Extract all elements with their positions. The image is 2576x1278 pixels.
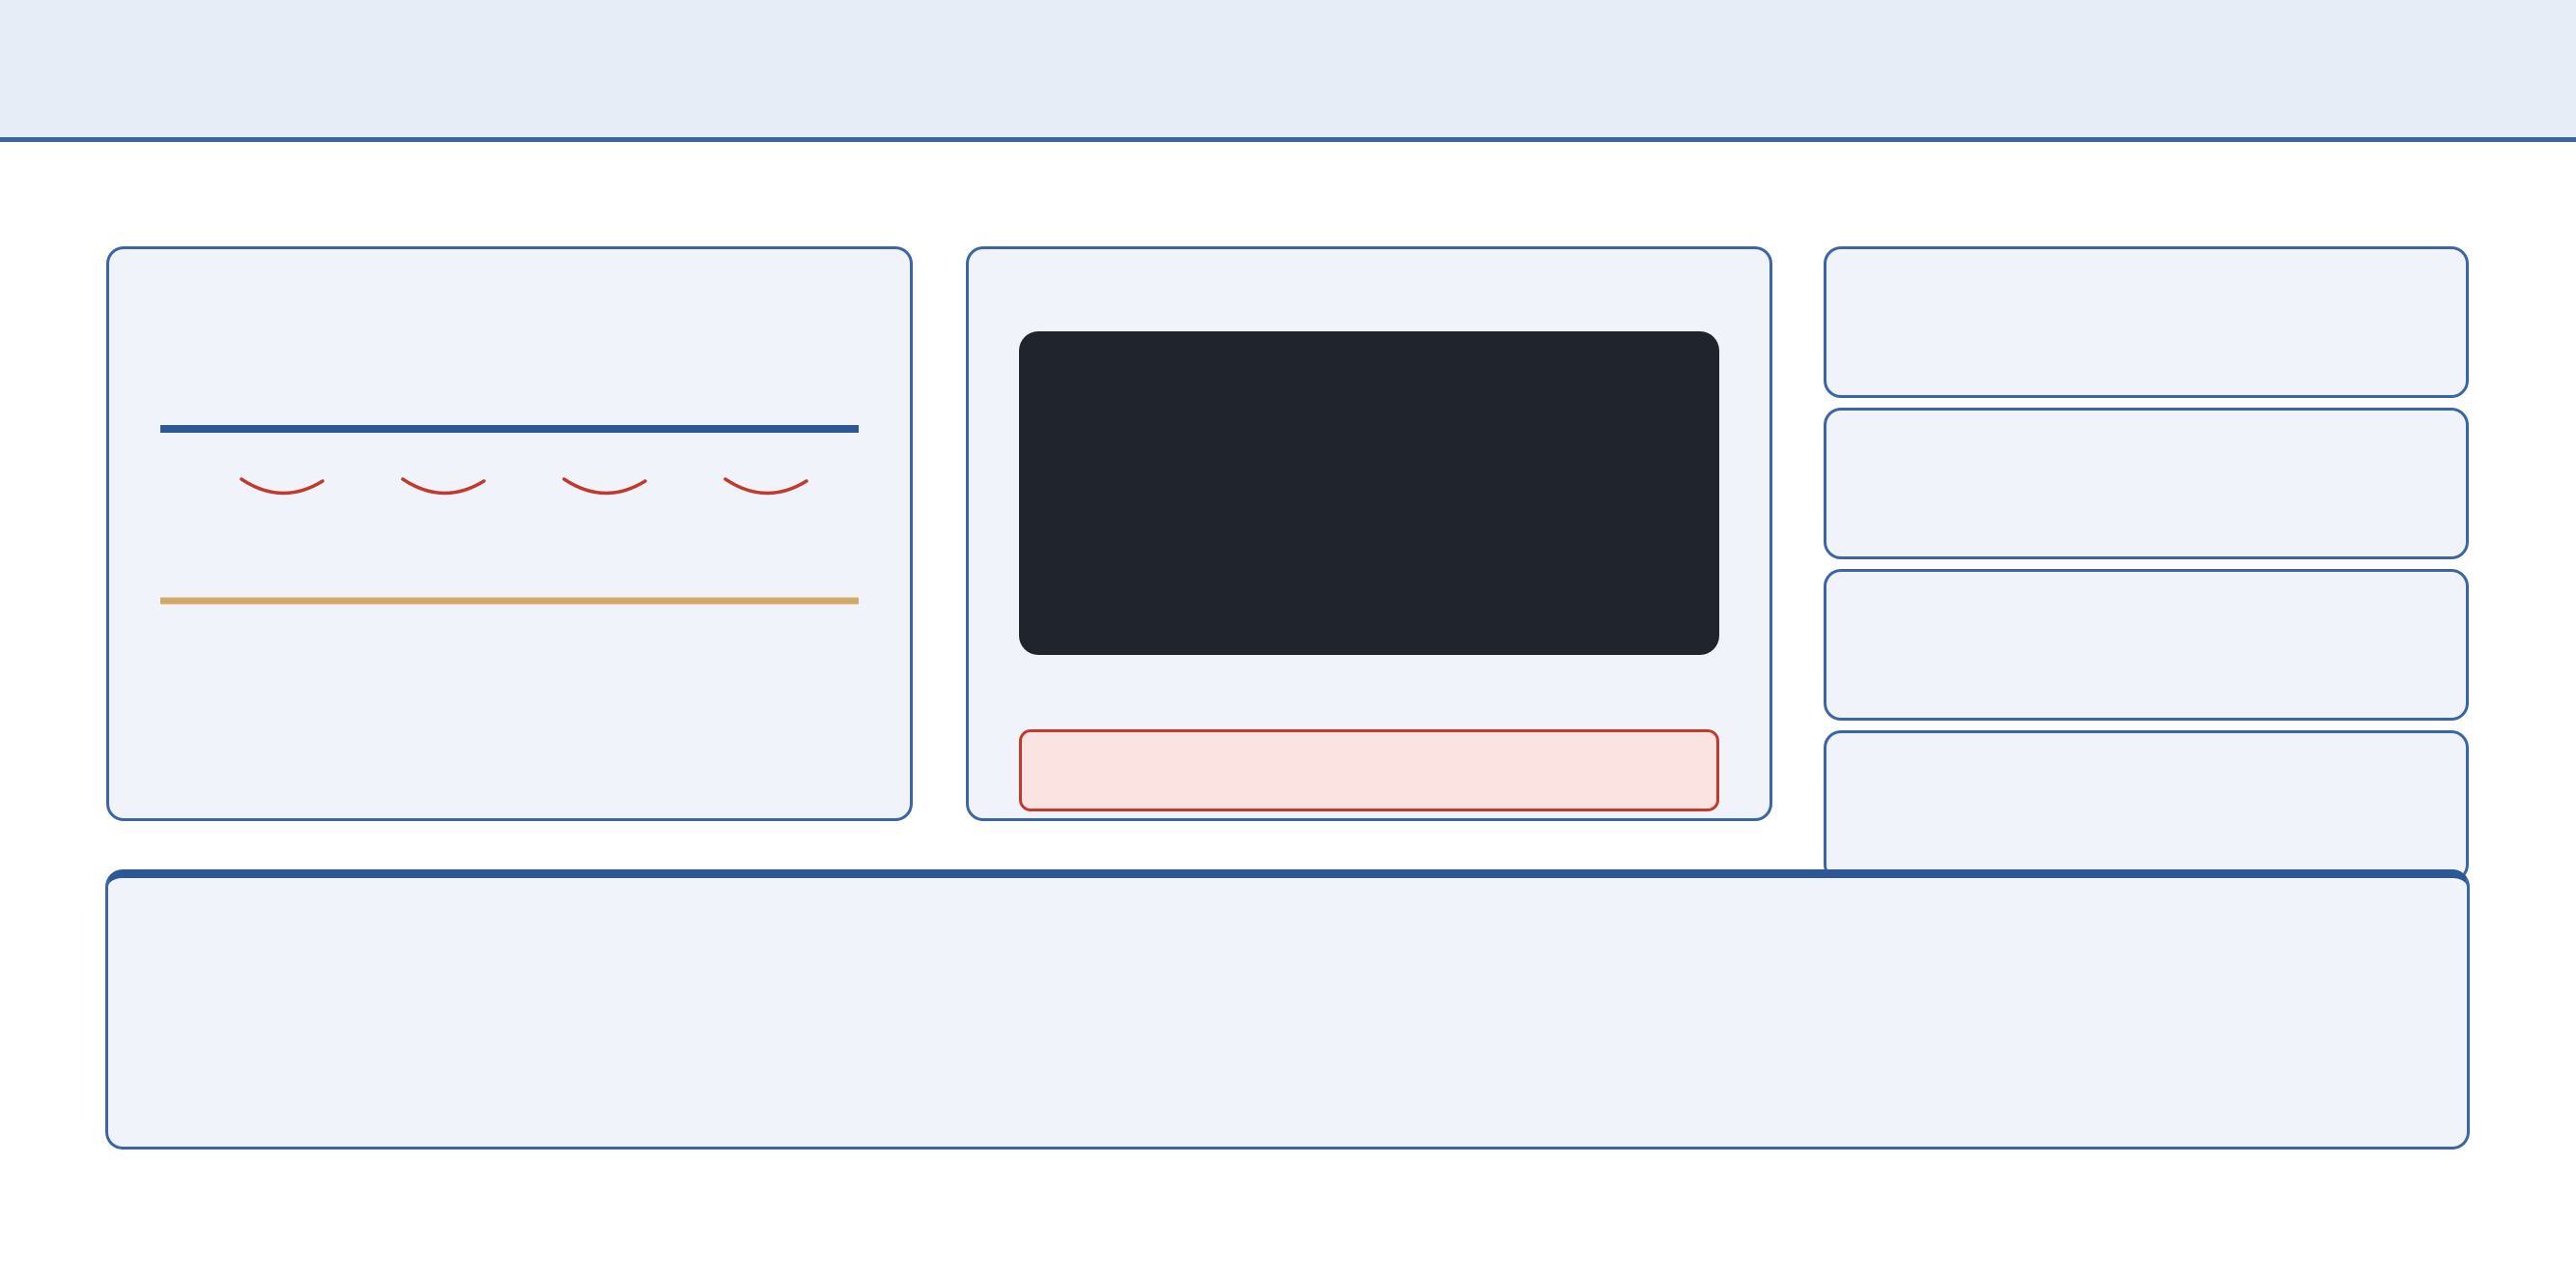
telangiectasia-vessel xyxy=(403,479,484,494)
meibography-image xyxy=(1019,331,1719,655)
summary-panel xyxy=(105,869,2470,1150)
card-lid-wiper xyxy=(1824,569,2469,721)
card-interferometry xyxy=(1824,246,2469,398)
card-thermography xyxy=(1824,408,2469,559)
threshold-box xyxy=(1019,729,1719,811)
telangiectasia-vessel xyxy=(564,479,645,494)
card-incomplete-blink xyxy=(1824,730,2469,882)
telangiectasia-vessel xyxy=(725,479,807,494)
telangiectasia-vessel xyxy=(241,479,323,494)
